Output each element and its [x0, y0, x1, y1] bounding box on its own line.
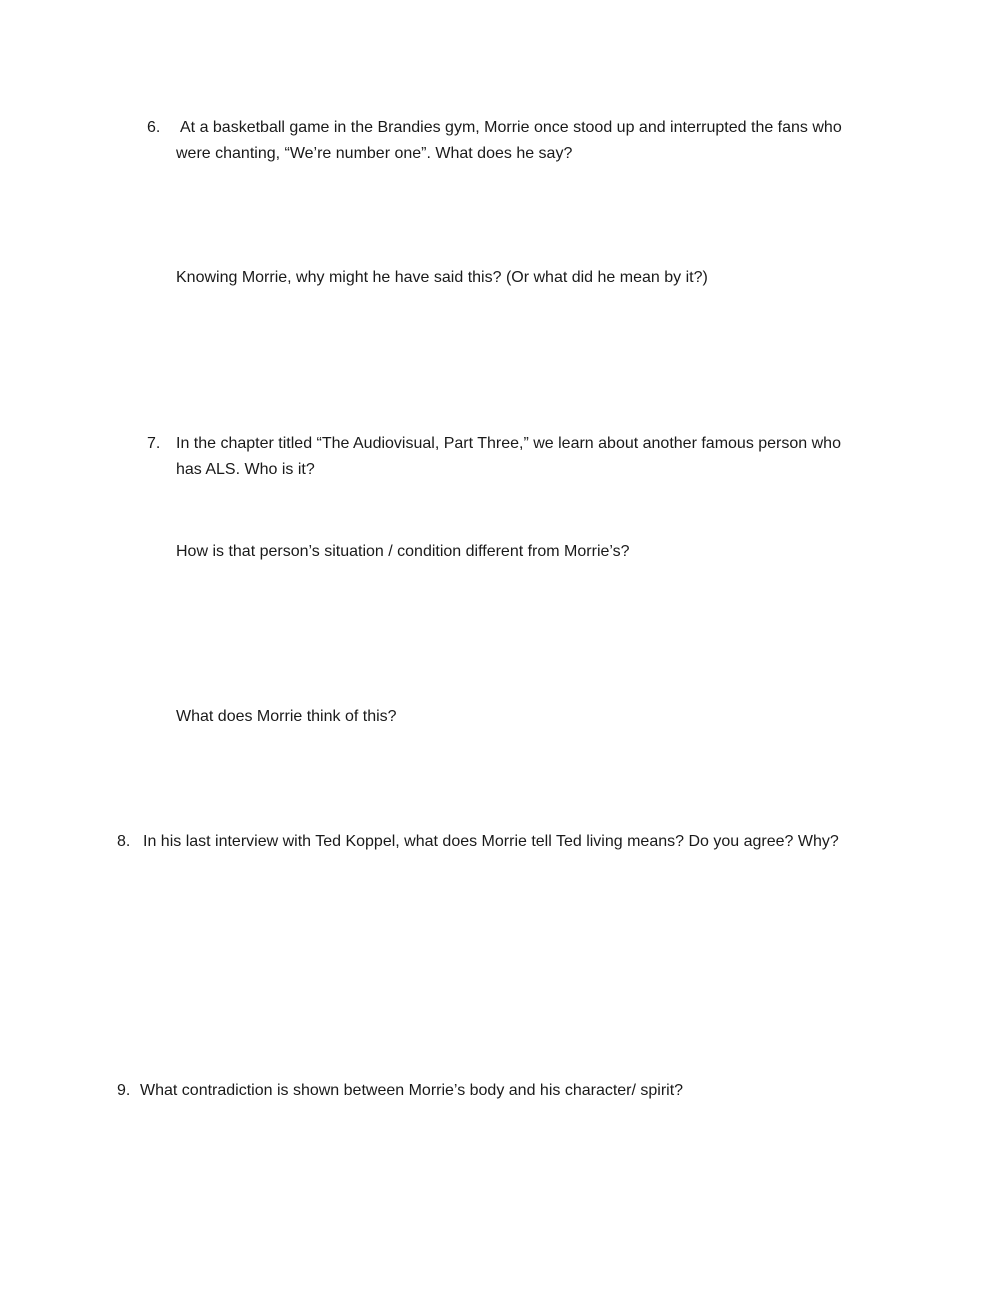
question-7-followup-2: What does Morrie think of this?	[176, 708, 397, 725]
question-9	[117, 1078, 887, 1108]
question-6-number: 6.	[147, 119, 161, 136]
question-7	[147, 431, 887, 491]
question-6-text-line2: were chanting, “We’re number one”. What does he say?	[176, 145, 573, 162]
question-6-text-line1: At a basketball game in the Brandies gym, Morrie once stood up and interrupted the fans who	[180, 119, 842, 136]
question-9-text: What contradiction is shown between Morrie’s body and his character/ spirit?	[140, 1082, 684, 1099]
question-9-number: 9.	[117, 1082, 131, 1099]
question-7-text-line1: In the chapter titled “The Audiovisual, Part Three,” we learn about another famous person who	[176, 435, 841, 452]
question-7-followup-1: How is that person’s situation / condition different from Morrie’s?	[176, 543, 630, 560]
question-6-followup: Knowing Morrie, why might he have said this? (Or what did he mean by it?)	[176, 269, 708, 286]
question-8	[117, 829, 887, 859]
question-8-number: 8.	[117, 833, 131, 850]
question-7-number: 7.	[147, 435, 161, 452]
question-6	[147, 115, 887, 175]
question-8-text: In his last interview with Ted Koppel, what does Morrie tell Ted living means? Do you agree? Why?	[143, 833, 839, 850]
question-7-text-line2: has ALS. Who is it?	[176, 461, 315, 478]
